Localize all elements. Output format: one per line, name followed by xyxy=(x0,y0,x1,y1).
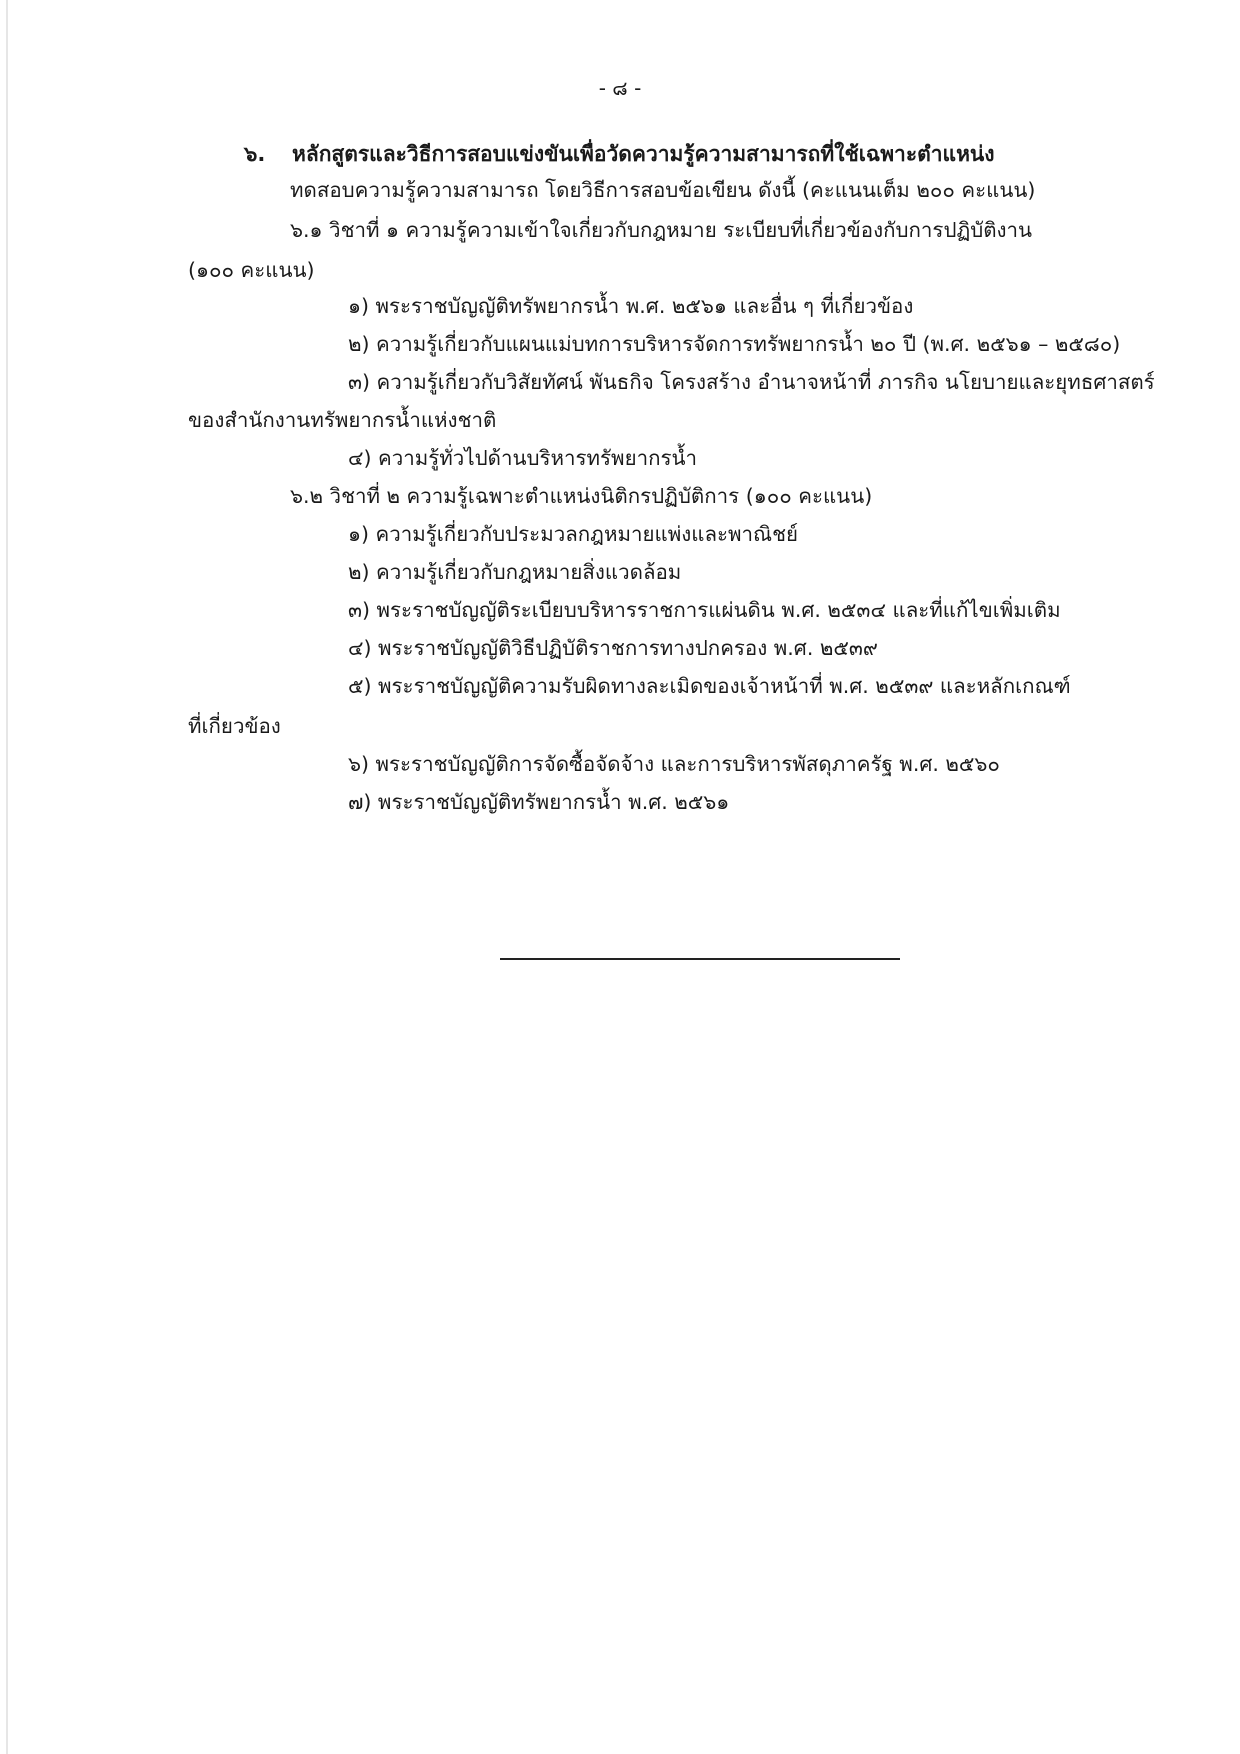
subject-2-item-2: ๒) ความรู้เกี่ยวกับกฎหมายสิ่งแวดล้อม xyxy=(348,560,682,584)
subject-1-item-1: ๑) พระราชบัญญัติทรัพยากรน้ำ พ.ศ. ๒๕๖๑ และอื่น ๆ ที่เกี่ยวข้อง xyxy=(348,294,914,318)
page-number: - ๘ - xyxy=(598,76,642,100)
scan-edge xyxy=(6,0,8,1754)
subject-2-item-7: ๗) พระราชบัญญัติทรัพยากรน้ำ พ.ศ. ๒๕๖๑ xyxy=(348,790,730,814)
section-intro: ทดสอบความรู้ความสามารถ โดยวิธีการสอบข้อเขียน ดังนี้ (คะแนนเต็ม ๒๐๐ คะแนน) xyxy=(290,178,1036,202)
subject-2-item-1: ๑) ความรู้เกี่ยวกับประมวลกฎหมายแพ่งและพาณิชย์ xyxy=(348,522,798,546)
subject-1-item-2: ๒) ความรู้เกี่ยวกับแผนแม่บทการบริหารจัดการทรัพยากรน้ำ ๒๐ ปี (พ.ศ. ๒๕๖๑ – ๒๕๘๐) xyxy=(348,332,1121,356)
subject-1-item-4: ๔) ความรู้ทั่วไปด้านบริหารทรัพยากรน้ำ xyxy=(348,446,698,470)
subject-2-heading: ๖.๒ วิชาที่ ๒ ความรู้เฉพาะตำแหน่งนิติกรปฏิบัติการ (๑๐๐ คะแนน) xyxy=(290,484,873,508)
end-rule xyxy=(500,958,900,960)
subject-1-item-3: ๓) ความรู้เกี่ยวกับวิสัยทัศน์ พันธกิจ โครงสร้าง อำนาจหน้าที่ ภารกิจ นโยบายและยุทธศาสตร์ xyxy=(348,370,1155,394)
section-heading xyxy=(244,140,995,168)
subject-2-item-4: ๔) พระราชบัญญัติวิธีปฏิบัติราชการทางปกครอง พ.ศ. ๒๕๓๙ xyxy=(348,636,878,660)
subject-2-item-6: ๖) พระราชบัญญัติการจัดซื้อจัดจ้าง และการบริหารพัสดุภาครัฐ พ.ศ. ๒๕๖๐ xyxy=(348,752,1000,776)
subject-1-item-3-cont: ของสำนักงานทรัพยากรน้ำแห่งชาติ xyxy=(188,408,497,432)
section-number: ๖. xyxy=(244,142,266,166)
subject-1-heading: ๖.๑ วิชาที่ ๑ ความรู้ความเข้าใจเกี่ยวกับกฎหมาย ระเบียบที่เกี่ยวข้องกับการปฏิบัติงาน xyxy=(290,218,1033,242)
subject-2-item-5-cont: ที่เกี่ยวข้อง xyxy=(188,714,281,738)
subject-2-item-3: ๓) พระราชบัญญัติระเบียบบริหารราชการแผ่นดิน พ.ศ. ๒๕๓๔ และที่แก้ไขเพิ่มเติม xyxy=(348,598,1061,622)
section-title: หลักสูตรและวิธีการสอบแข่งขันเพื่อวัดความรู้ความสามารถที่ใช้เฉพาะตำแหน่ง xyxy=(292,142,995,166)
subject-1-heading-cont: (๑๐๐ คะแนน) xyxy=(188,258,315,282)
subject-2-item-5: ๕) พระราชบัญญัติความรับผิดทางละเมิดของเจ้าหน้าที่ พ.ศ. ๒๕๓๙ และหลักเกณฑ์ xyxy=(348,674,1071,698)
